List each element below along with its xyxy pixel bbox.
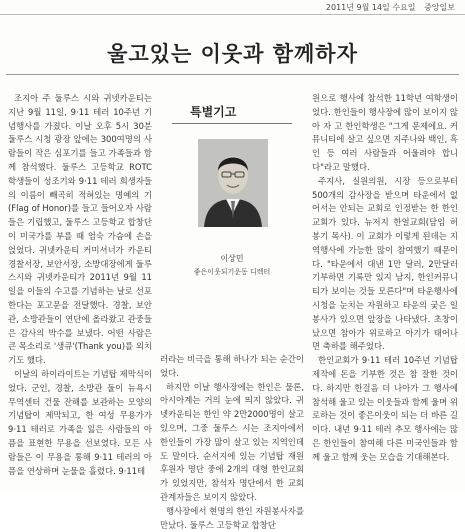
section-divider	[172, 123, 292, 124]
header-info	[320, 2, 455, 13]
issue-date: 2011년 9월 14일 수요일	[325, 3, 416, 12]
author-photo	[198, 139, 268, 227]
newspaper-header	[0, 0, 465, 15]
paragraph: 러라는 비극을 통해 하나가 되는 순간이었다.	[160, 354, 304, 378]
paper-name: 중앙일보	[424, 3, 455, 12]
article-column-1	[8, 92, 152, 486]
paragraph: 조지아 주 둘루스 시와 귀넷카운티는 지난 9월 11일, 9·11 테러 10주년 기념행사를 가졌다. 이날 오후 5시 30분 둘루스 시청 광장 앞에는 300여명의 사람들이 작은 심포기를 들고 가족들과 함께 참석했다. 둘루스 고등학교 ROTC 학생들이 성조기와 9·11 테러 희생자들의 이름이 빼곡히 적혀있는 명예의 기(Flag of Honor)를 들고 들어오자 사람들은 기립했고, 둘루스 고등학교 합창단이 미국가를 부를 때 엄숙 가슴에 손을 얹었다. 귀넷카운티 커미셔너가 카운티 경찰서장, 보안서장, 소방대장에게 둘루스시와 귀넷카운티가 2011년 9월 11일을 이들의 수고를 기념하는 날로 선포한다는 포고문을 전달했다. 경찰, 보안관, 소방관들이 연단에 올라왔고 관중들은 감사의 박수를 보냈다. 어떤 사람은 큰 목소리로 '생큐'(Thank you)를 외치기도 했다.	[8, 93, 152, 366]
section-label: 특별기고	[190, 105, 237, 119]
paragraph: 하지만 이날 행사장에는 한인은 물론, 아시아계는 거의 눈에 띄지 않았다. 귀넷카운티는 한인 약 2만2000명이 살고 있으며, 그중 둘루스 시는 조지아에서 한인들이 가장 많이 살고 있는 지역인데도 말이다. 순서지에 있는 기념탑 재원후원자 명단 중에 2개의 대형 한인교회가 있었지만, 참석자 명단에서 한 교회 관계자들은 보이지 않았다.	[160, 381, 304, 502]
paragraph: 주지사, 실원의원, 시장 등으로부터 500개의 감사장을 받으며 타운에서 없어서는 안되는 교회로 인정받는 한 한인교회가 있다. 뉴저지 한얼교회(담임 허봉기 목사). 이 교회가 이렇게 된데는 지역행사에 가능한 많이 참여했기 때문이다. "타운에서 대낸 1만 달러, 2만달러 기부하면 기록만 있지 남지, 한인커뮤니티가 보이는 것들 모른다"며 타운행사에 시청을 눈치는 자원하고 타운의 궂은 일 봉사가 있으면 앞장을 나타냈다. 초창이 났으면 참아가 위로하고 아기가 태어나면 축하를 해주었다.	[312, 175, 458, 352]
paragraph: 이날의 하이라이트는 기념탑 제막식이었다. 군인, 경찰, 소방관 둘이 뉴욕시 무역센터 건물 잔해를 보관하는 모양의 기념탑이 제막되고, 한 여성 무용가가 9·11 테러로 가족을 잃은 사람들의 아픔을 표현한 무용을 선보였다. 모든 사람들은 이 무용을 통해 9·11 테러의 아픔을 연상하며 눈물을 흘렸다. 9·11테	[8, 368, 152, 476]
author-name: 이상민	[220, 254, 244, 263]
paragraph: 한인교회가 9·11 테러 10주년 기념탑 제작에 돈을 기부한 것은 참 잘한 것이다. 하지만 한걸음 더 나아가 그 행사에 참석해 울고 있는 이웃들과 함께 울며 위로하는 것이 좋은이웃이 되는 더 바른 길이다. 내년 9·11 테러 추모 행사에는 많은 한인들이 참여해 다른 미국인들과 함께 울고 함께 웃는 모습을 기대해본다.	[312, 355, 458, 462]
article-column-2	[160, 353, 304, 530]
paragraph: 원으로 행사에 참석한 11학년 여학생이었다. 한인들이 행사장에 많이 보이지 않아 자 고 한인학생은 "그게 문제에요. 커뮤니티에 살고 싶으면 지주나와 백인, 흑인 등 여러 사람들과 어울려야 합니다"라고 말했다.	[312, 93, 458, 172]
columnist-box	[162, 95, 302, 345]
author-role: 좋은이웃되기운동 디렉터	[193, 268, 271, 276]
article-column-3	[312, 92, 458, 486]
portrait-image	[198, 139, 268, 227]
article-headline: 울고있는 이웃과 함께하자	[107, 41, 358, 66]
paragraph: 행사장에서 현명의 한인 자원봉사자를 만났다. 둘루스 고등학교 합창단	[160, 505, 304, 530]
headline-divider	[6, 74, 459, 75]
